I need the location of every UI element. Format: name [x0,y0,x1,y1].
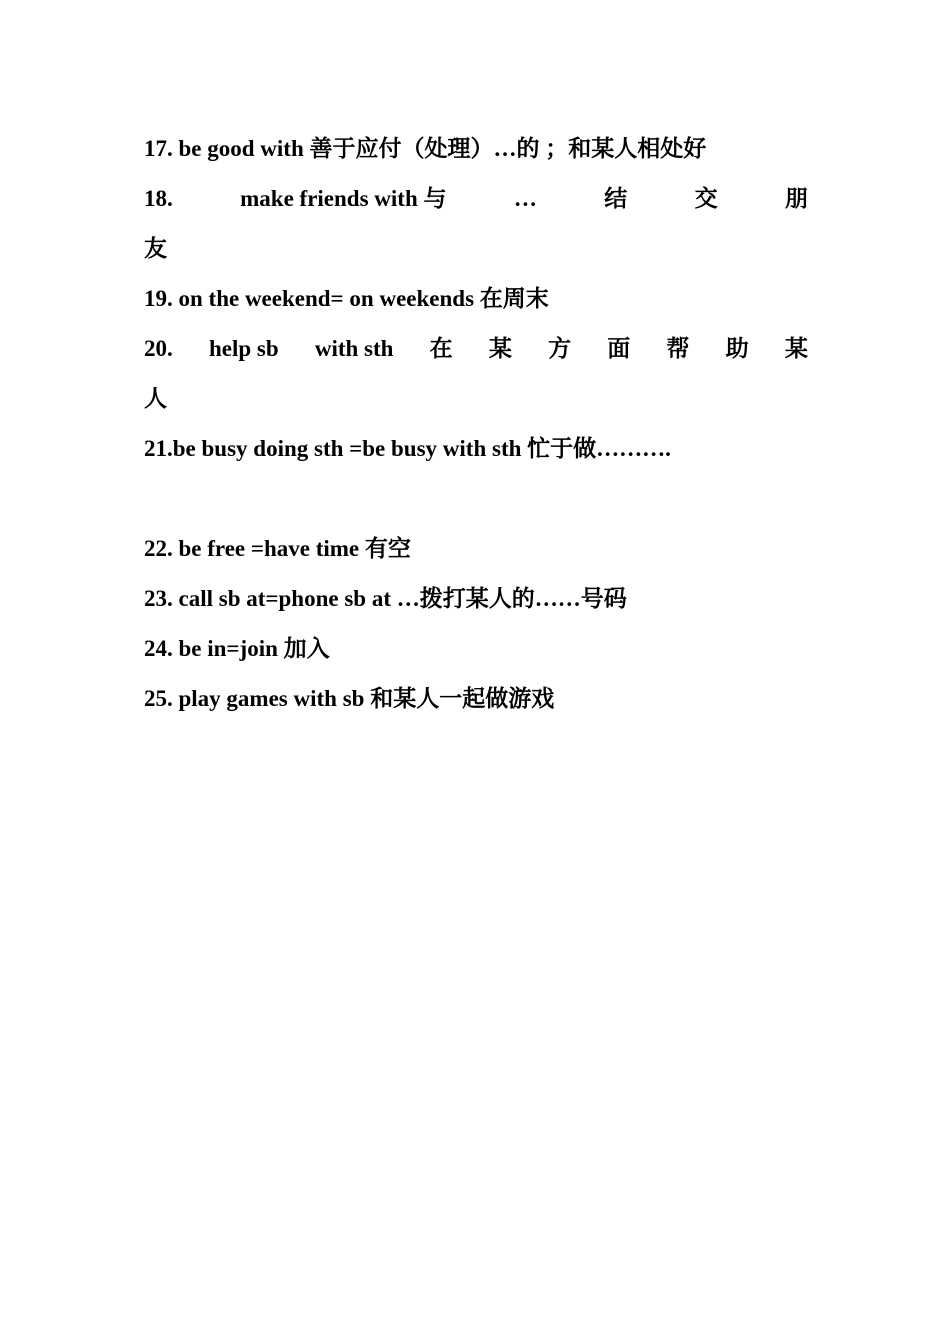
phrase-20-part: 帮 [666,336,690,361]
phrase-18-part: 结 [604,186,628,211]
phrase-24: 24. be in=join 加入 [144,636,330,661]
phrase-18-part: 18. [144,186,173,211]
phrase-list [144,124,808,724]
phrase-23: 23. call sb at=phone sb at …拨打某人的……号码 [144,586,627,611]
phrase-20-part: 面 [607,336,631,361]
phrase-20-part: 某 [488,336,512,361]
phrase-20-continuation: 人 [144,386,167,411]
phrase-18-part: make friends with 与 [240,186,447,211]
phrase-20-part: 20. [144,336,173,361]
phrase-18-part: 朋 [785,186,808,211]
phrase-17: 17. be good with 善于应付（处理）…的 ；和某人相处好 [144,136,707,161]
phrase-20 [144,324,808,374]
phrase-22: 22. be free =have time 有空 [144,536,411,561]
blank-line [144,474,808,524]
phrase-20-part: with sth [314,336,394,361]
phrase-21: 21.be busy doing sth =be busy with sth 忙于做………. [144,436,671,461]
phrase-18-continuation: 友 [144,236,167,261]
phrase-18 [144,174,808,224]
phrase-18-part: … [513,186,537,211]
phrase-20-part: 在 [429,336,453,361]
phrase-20-part: 某 [784,336,808,361]
phrase-25: 25. play games with sb 和某人一起做游戏 [144,686,555,711]
phrase-18-part: 交 [694,186,718,211]
phrase-19: 19. on the weekend= on weekends 在周末 [144,286,549,311]
phrase-20-part: help sb [208,336,279,361]
phrase-20-part: 助 [725,336,749,361]
phrase-20-part: 方 [548,336,572,361]
